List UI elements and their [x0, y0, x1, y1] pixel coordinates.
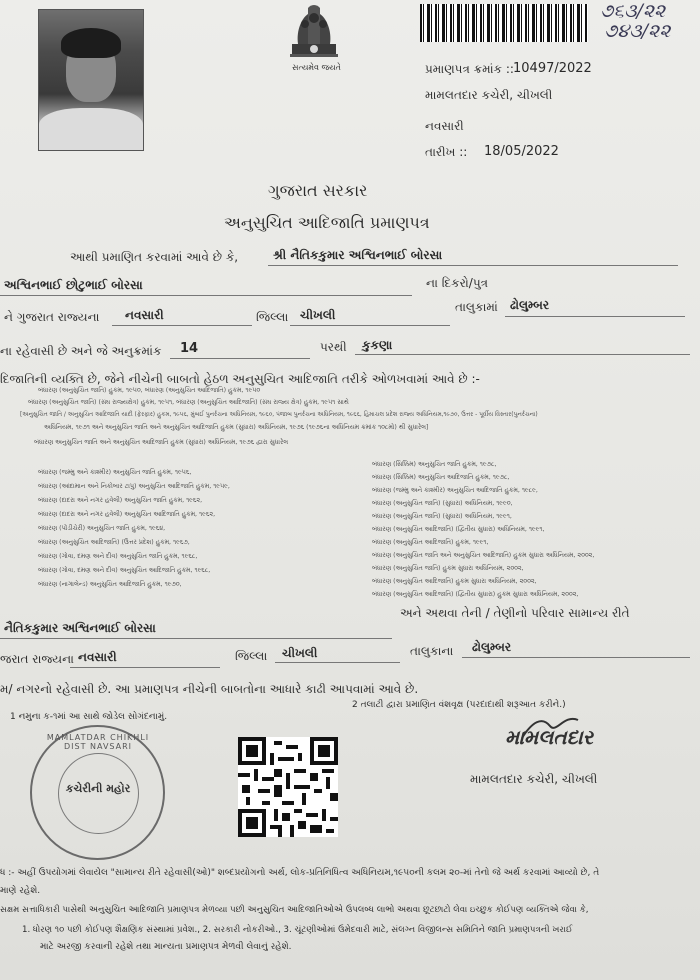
law-left-item: બંધારણ (નાગાલેન્ડ) અનુસુચિત આદિજાતિ હુકમ, ૧૯૭૦, [38, 581, 182, 588]
lower-village-underline [462, 657, 690, 658]
certificate-no-label: પ્રમાણપત્ર ક્રમાંક :: [425, 62, 514, 76]
signature-flourish [520, 712, 580, 742]
person-name: નૈતિકકુમાર અશ્વિનભાઈ બોરસા [4, 621, 156, 635]
law-left-item: બંધારણ (આંદામાન અને નિકોબાર ટાપુ) અનુસુચિત આદિજાતિ હુકમ, ૧૯૫૯, [38, 483, 230, 490]
law-left-item: બંધારણ (દાદરા અને નગર હવેલી) અનુસુચિત જાતિ હુકમ, ૧૯૬૨, [38, 497, 203, 504]
qr-code [238, 737, 338, 837]
district-value: નવસારી [125, 308, 164, 322]
barcode [420, 4, 588, 42]
taluka-underline [290, 325, 450, 326]
taluka-value: ચીખલી [300, 308, 336, 322]
seal-center-text: કચેરીની મહોર [65, 782, 131, 795]
law-right-item: બંધારણ (અનુસુચિત આદિજાતિ) હુકમ, ૧૯૯૧, [372, 539, 489, 546]
village-underline [505, 316, 685, 317]
office-line-1: મામલતદાર કચેરી, ચીખલી [425, 88, 553, 102]
basis-text: મ/ નગરનો રહેવાસી છે. આ પ્રમાણપત્ર નીચેની બાબતોના આધારે કાઢી આપવામાં આવે છે. [0, 682, 419, 696]
name-underline [268, 265, 678, 266]
note-line: માણે રહેશે. [0, 886, 41, 896]
state-label: ને ગુજરાત રાજ્યના [4, 310, 100, 324]
applicant-photo [38, 9, 144, 151]
village-value: ઢોલુમ્બર [510, 298, 550, 312]
resident-label: ના રહેવાસી છે અને જે અનુક્રમાંક [0, 344, 162, 358]
note-line: સક્ષમ સત્તાધિકારી પાસેથી અનુસુચિત આદિજાતિ પ્રમાણપત્ર મેળવ્યા પછી અનુસુચિત આદિજાતિઓએ ઉપલબ્ધ લાભો અથવા છૂટછાટો લેવા ઇચ્છુક કોઈપણ વ્યક્તિએ જેવા કે, [0, 905, 589, 915]
law-left-item: બંધારણ (ગોવા, દમણ અને દીવ) અનુસુચિત જાતિ હુકમ, ૧૯૬૮, [38, 553, 198, 560]
law-right-item: બંધારણ (અનુસુચિત જાતિ અને અનુસુચિત આદિજાતિ) હુકમ સુધારા અધિનિયમ, ૨૦૦૨, [372, 552, 595, 559]
certificate-title: અનુસુચિત આદિજાતિ પ્રમાણપત્ર [224, 213, 430, 232]
tribe-underline [355, 354, 690, 355]
family-text: અને અથવા તેની / તેણીનો પરિવાર સામાન્ય રીતે [400, 606, 630, 620]
law-right-item: બંધારણ (અનુસુચિત જાતિ) (સુધારા) અધિનિયમ, ૧૯૯૦, [372, 500, 513, 507]
note-line: માટે અરજી કરવાની રહેશે તથા માન્યતા પ્રમાણપત્ર મેળવી લેવાનું રહેશે. [40, 942, 292, 952]
note-line: 1. ધોરણ ૧૦ પછી કોઈપણ શૈક્ષણિક સંસ્થામાં પ્રવેશ., 2. સરકારી નોકરીઓ., 3. ચૂંટણીઓમાં ઉમેદવારી માટે, સંલગ્ન વિજીલન્સ સમિતિને જાતિ પ્રમાણપત્રની ખરાઈ [22, 925, 573, 935]
law-right-item: બંધારણ (સિક્કિમ) અનુસુચિત જાતિ હુકમ, ૧૯૭૮, [372, 461, 497, 468]
district-label: જિલ્લા [256, 310, 289, 324]
applicant-name: શ્રી નૈતિકકુમાર અશ્વિનભાઈ બોરસા [273, 248, 443, 262]
lower-village-value: ઢોલુમ્બર [472, 640, 512, 654]
law-right-item: બંધારણ (સિક્કિમ) અનુસુચિત આદિજાતિ હુકમ, ૧૯૭૮, [372, 474, 510, 481]
lower-district-label: જિલ્લા [235, 649, 268, 663]
lower-state-label: જરાત રાજ્યના [0, 652, 74, 666]
lower-taluka-underline [275, 662, 400, 663]
person-underline [0, 638, 392, 639]
lower-district-underline [70, 667, 220, 668]
law-left-item: બંધારણ (અનુસુચિત આદિજાતિ) (ઉત્તર પ્રદેશ) હુકમ, ૧૯૬૭, [38, 539, 190, 546]
son-of-label: ના દિકરો/પુત્ર [426, 276, 489, 290]
handwritten-number-1: ૭૬૩/૨૨ [600, 0, 666, 22]
date-label: તારીખ :: [425, 145, 468, 159]
basis-item-2: 2 તલાટી દ્વારા પ્રમાણિત વંશવૃક્ષ (પરદાદાથી શરૂઆત કરીને.) [352, 700, 566, 710]
certificate-no: 10497/2022 [513, 61, 592, 76]
law-left-item: બંધારણ (ગોવા, દમણ અને દીવ) અનુસુચિત આદિજાતિ હુકમ, ૧૯૬૮, [38, 567, 211, 574]
law-line: બંધારણ અનુસુચિત જાતિ અને અનુસુચિત આદિજાતિ હુકમ (સુધારા) અધિનિયમ, ૧૯૭૬ દ્વારા સુધારેલ [34, 439, 289, 446]
law-right-item: બંધારણ (અનુસુચિત જાતિ) હુકમ સુધારા અધિનિયમ, ૨૦૦૨, [372, 565, 524, 572]
basis-item-1: 1 નમુના ક-૧માં આ સાથે જોડેલ સોગંદનામું. [10, 712, 168, 722]
signatory: મામલતદાર કચેરી, ચીખલી [470, 772, 598, 786]
serial-underline [170, 358, 310, 359]
emblem-motto: સત્યમેવ જયતે [292, 63, 341, 72]
signature: મામલતદાર [505, 725, 593, 749]
law-line: [અનુસુચિત જાતિ / અનુસુચિત આદિજાતિ યાદી (ફેરફાર) હુકમ, ૧૯૫૬, મુંબઈ પુનર્રચના અધિનિયમ, ૧૯૬૦, પંજાબ પુનર્રચના અધિનિયમ, ૧૯૬૬, હિમાચલ પ્રદેશ રાજ્ય અધિનિયમ,૧૯૭૦, ઉત્તર - પૂર્વીય વિસ્તાર(પુનર્રચના) [20, 412, 538, 418]
office-seal [30, 725, 165, 860]
law-right-item: બંધારણ (અનુસુચિત જાતિ) (સુધારા) અધિનિયમ, ૧૯૯૧, [372, 513, 512, 520]
law-right-item: બંધારણ (અનુસુચિત આદિજાતિ) (દ્વિતીય સુધારા) અધિનિયમ, ૧૯૯૧, [372, 526, 545, 533]
law-line: બંધારણ (અનુસુચિત જાતિ) (સંઘ રાજ્યક્ષેત્ર) હુકમ, ૧૯૫૧, બંધારણ (અનુસુચિત આદિજાતિ) (સંઘ રાજ્ય ક્ષેત્ર) હુકમ, ૧૯૫૧ સાથે [28, 399, 349, 406]
law-right-item: બંધારણ (જમ્મુ અને કાશ્મીર) અનુસુચિત આદિજાતિ હુકમ, ૧૯૮૯, [372, 487, 538, 494]
handwritten-number-2: ૭૪૩/૨૨ [604, 20, 671, 42]
national-emblem-icon [284, 0, 344, 62]
tribe-text: દિજાતિની વ્યક્તિ છે, જેને નીચેની બાબતો હેઠળ અનુસુચિત આદિજાતિ તરીકે ઓળખવામાં આવે છે :- [0, 372, 480, 386]
father-name: અશ્વિનભાઈ છોટુભાઈ બોરસા [4, 278, 143, 292]
lower-district-value: નવસારી [78, 650, 117, 664]
law-left-item: બંધારણ (જમ્મુ અને કાશ્મીર) અનુસુચિત જાતિ હુકમ, ૧૯૫૬, [38, 469, 192, 476]
paragraph-label: પરથી [320, 340, 347, 354]
note-line: ધ :- અહીં ઉપયોગમાં લેવાયેલ "સામાન્ય રીતે રહેવાસી(ઓ)" શબ્દપ્રયોગનો અર્થ, લોક-પ્રતિનિધિત્વ અધિનિયમ,૧૯૫૦ની કલમ ૨૦-માં તેનો જે અર્થ કરવામાં આવ્યો છે, તે [0, 868, 600, 878]
certify-text: આથી પ્રમાણિત કરવામાં આવે છે કે, [70, 250, 239, 264]
father-underline [0, 295, 412, 296]
law-line: અધિનિયમ, ૧૯૭૧ અને અનુસુચિત જાતિ અને અનુસુચિત આદિજાતિ હુકમ (સુધારા) અધિનિયમ, ૧૯૭૬ (૧૯૭૬ના અધિનિયમ ક્રમાંક ૧૦૮મો) થી સુધારેલ] [44, 424, 429, 431]
serial-no: 14 [180, 341, 199, 356]
taluka-label: તાલુકામાં [455, 300, 498, 314]
law-left-item: બંધારણ (પોંડીચેરી) અનુસુચિત જાતિ હુકમ, ૧૯૬૪, [38, 525, 166, 532]
office-line-2: નવસારી [425, 119, 464, 133]
seal-ring-text: MAMLATDAR CHIKHLI DIST NAVSARI [46, 733, 150, 751]
tribe-value: કુકણા [362, 338, 393, 352]
issue-date: 18/05/2022 [484, 144, 559, 159]
law-right-item: બંધારણ (અનુસુચિત આદિજાતિ) હુકમ સુધારા અધિનિયમ, ૨૦૦૨, [372, 578, 537, 585]
law-right-item: બંધારણ (અનુસુચિત આદિજાતિ) (દ્વિતીય સુધારા) હુકમ સુધારા અધિનિયમ, ૨૦૦૨, [372, 591, 579, 598]
law-left-item: બંધારણ (દાદરા અને નગર હવેલી) અનુસુચિત આદિજાતિ હુકમ, ૧૯૬૨, [38, 511, 216, 518]
government-title: ગુજરાત સરકાર [268, 181, 368, 200]
lower-taluka-value: ચીખલી [282, 646, 318, 660]
lower-taluka-label: તાલુકાના [410, 644, 454, 658]
law-line: બંધારણ (અનુસુચિત જાતિ) હુકમ, ૧૯૫૦, બંધારણ (અનુસુચિત આદિજાતિ) હુકમ, ૧૯૫૦ [38, 387, 261, 394]
district-underline [112, 325, 252, 326]
